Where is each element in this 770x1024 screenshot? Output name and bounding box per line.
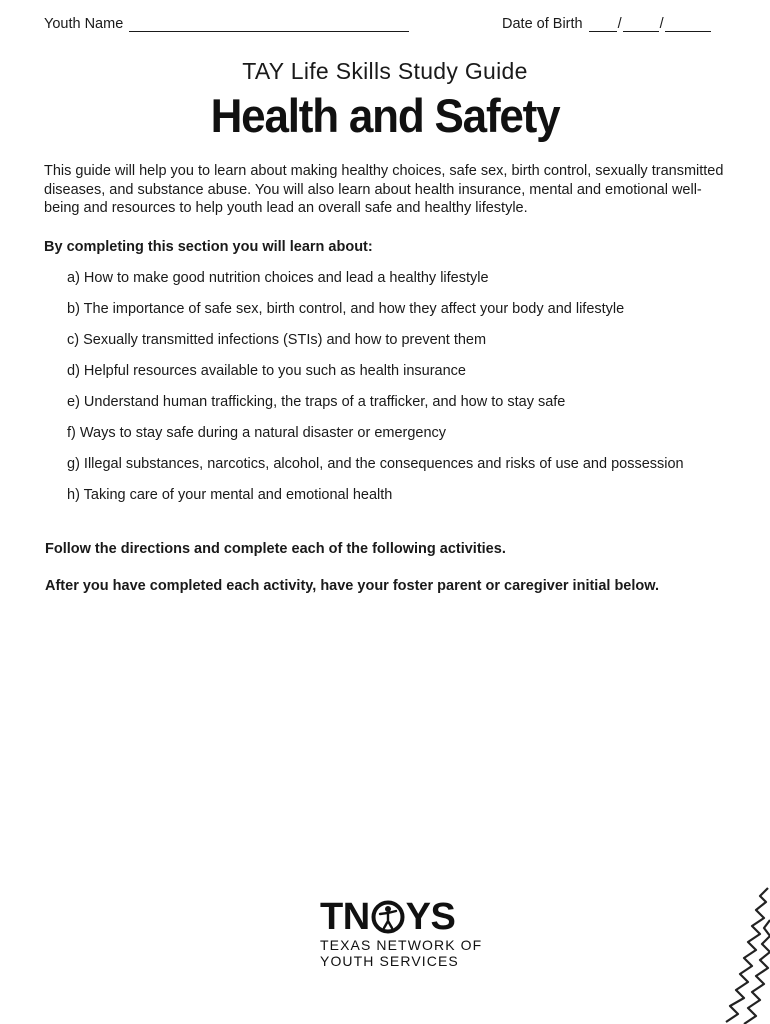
logo-wordmark: [320, 898, 465, 936]
youth-name-label: Youth Name: [44, 16, 124, 32]
dob-day-blank[interactable]: [623, 16, 659, 32]
decorative-zigzag-icon: [700, 880, 770, 1024]
dob-separator: /: [659, 16, 664, 32]
logo-tagline-1: TEXAS NETWORK OF: [320, 937, 483, 953]
directions-text: Follow the directions and complete each of the following activities.: [45, 541, 506, 557]
learn-list: [67, 268, 684, 516]
list-item: g) Illegal substances, narcotics, alcohol, and the consequences and risks of use and possession: [67, 456, 684, 472]
list-item: a) How to make good nutrition choices and lead a healthy lifestyle: [67, 270, 489, 286]
list-item: h) Taking care of your mental and emotional health: [67, 487, 393, 503]
logo-word-left: TN: [320, 896, 370, 938]
date-of-birth-field[interactable]: [502, 16, 711, 32]
learn-heading: By completing this section you will learn about:: [44, 239, 373, 255]
list-item: e) Understand human trafficking, the traps of a trafficker, and how to stay safe: [67, 394, 566, 410]
youth-name-field[interactable]: [44, 16, 409, 32]
youth-name-blank[interactable]: [129, 16, 409, 32]
date-of-birth-label: Date of Birth: [502, 16, 583, 32]
logo-word-right: YS: [405, 896, 456, 938]
logo-tagline-2: YOUTH SERVICES: [320, 953, 459, 969]
tnoys-logo: [320, 896, 483, 976]
guide-title: TAY Life Skills Study Guide: [242, 58, 528, 84]
list-item: f) Ways to stay safe during a natural disaster or emergency: [67, 425, 447, 441]
initial-note: After you have completed each activity, have your foster parent or caregiver initial below.: [45, 578, 660, 594]
page-title: Health and Safety: [210, 90, 560, 143]
list-item: c) Sexually transmitted infections (STIs) and how to prevent them: [67, 332, 487, 348]
list-item: d) Helpful resources available to you such as health insurance: [67, 363, 466, 379]
dob-month-blank[interactable]: [589, 16, 617, 32]
dob-year-blank[interactable]: [665, 16, 711, 32]
person-in-circle-icon: [371, 900, 405, 934]
intro-paragraph: This guide will help you to learn about making healthy choices, safe sex, birth control, sexually transmitted diseases, and substance abuse. You will also learn about health insurance, mental and emotional well-being and resources to help youth lead an overall safe and healthy lifestyle.: [44, 163, 724, 216]
dob-separator: /: [617, 16, 622, 32]
form-header: [44, 16, 724, 38]
list-item: b) The importance of safe sex, birth control, and how they affect your body and lifestyle: [67, 301, 625, 317]
